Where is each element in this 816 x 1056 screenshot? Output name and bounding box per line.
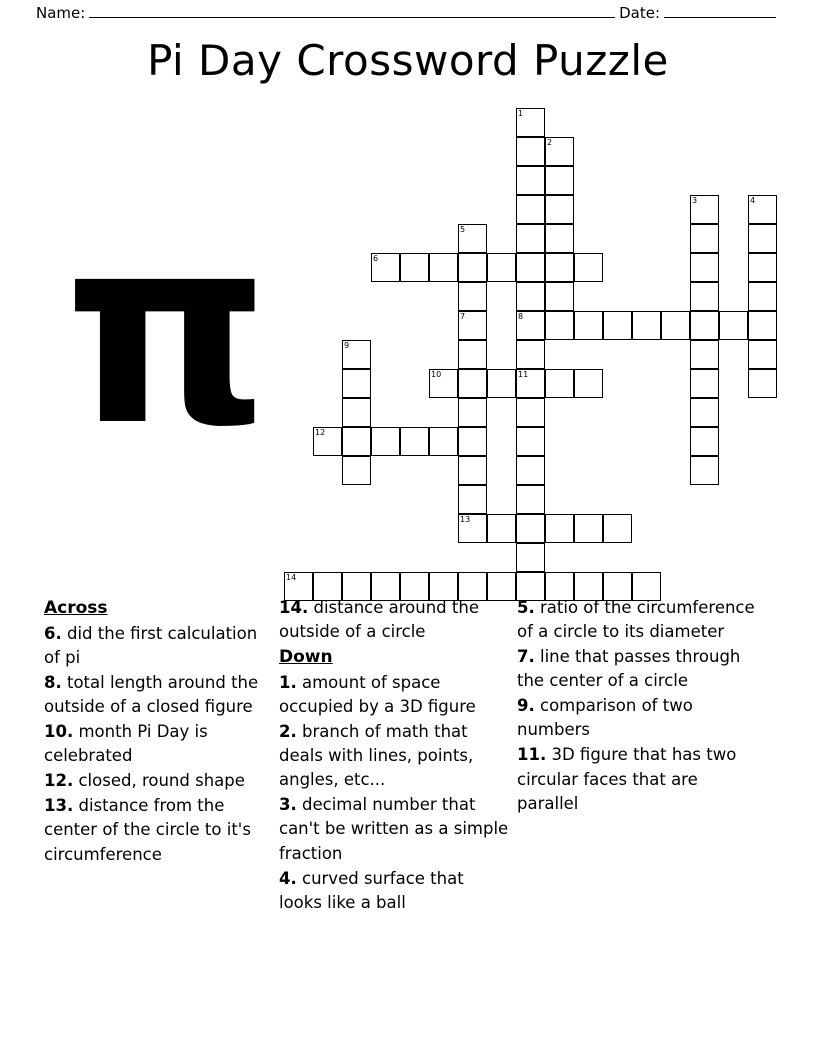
crossword-cell[interactable]	[748, 195, 777, 224]
crossword-cell[interactable]	[313, 427, 342, 456]
clue-column-1	[44, 596, 279, 916]
cell-number: 1	[518, 109, 524, 118]
cell-number: 2	[547, 138, 553, 147]
crossword-cell[interactable]	[574, 369, 603, 398]
crossword-cell[interactable]	[342, 456, 371, 485]
crossword-cell[interactable]	[748, 282, 777, 311]
crossword-cell[interactable]	[574, 514, 603, 543]
cell-number: 11	[518, 370, 529, 379]
crossword-cell[interactable]	[516, 514, 545, 543]
crossword-cell[interactable]	[516, 253, 545, 282]
clue-number: 4.	[279, 868, 297, 888]
across-heading: Across	[44, 598, 108, 618]
clue-down-5	[517, 596, 759, 644]
crossword-cell[interactable]	[545, 195, 574, 224]
clue-list	[44, 596, 780, 916]
crossword-cell[interactable]	[545, 311, 574, 340]
crossword-cell[interactable]	[690, 398, 719, 427]
crossword-cell[interactable]	[516, 485, 545, 514]
clue-text: curved surface that looks like a ball	[279, 868, 464, 912]
cell-number: 3	[692, 196, 698, 205]
crossword-cell[interactable]	[516, 282, 545, 311]
crossword-cell[interactable]	[371, 427, 400, 456]
clue-number: 2.	[279, 722, 297, 742]
crossword-cell[interactable]	[458, 340, 487, 369]
clue-across-12	[44, 769, 271, 793]
crossword-cell[interactable]	[574, 311, 603, 340]
crossword-cell[interactable]	[748, 369, 777, 398]
crossword-cell[interactable]	[690, 340, 719, 369]
cell-number: 6	[373, 254, 379, 263]
date-blank-line[interactable]	[664, 4, 776, 18]
clue-across-8	[44, 671, 271, 719]
crossword-cell[interactable]	[516, 456, 545, 485]
crossword-cell[interactable]	[545, 137, 574, 166]
crossword-cell[interactable]	[342, 398, 371, 427]
clue-number: 11.	[517, 745, 547, 765]
crossword-cell[interactable]	[516, 427, 545, 456]
crossword-cell[interactable]	[545, 514, 574, 543]
clue-text: 3D figure that has two circular faces that are parallel	[517, 745, 737, 813]
crossword-cell[interactable]	[458, 224, 487, 253]
clue-number: 6.	[44, 623, 62, 643]
crossword-cell[interactable]	[516, 195, 545, 224]
crossword-cell[interactable]	[748, 311, 777, 340]
crossword-cell[interactable]	[748, 340, 777, 369]
cell-number: 14	[286, 573, 297, 582]
crossword-cell[interactable]	[516, 340, 545, 369]
clue-number: 5.	[517, 598, 535, 617]
clue-column-3	[517, 596, 767, 916]
clue-number: 8.	[44, 672, 62, 692]
date-label: Date:	[619, 4, 660, 22]
clue-text: distance around the outside of a circle	[279, 598, 479, 642]
crossword-cell[interactable]	[603, 311, 632, 340]
crossword-cell[interactable]	[342, 340, 371, 369]
crossword-cell[interactable]	[661, 311, 690, 340]
crossword-cell[interactable]	[458, 282, 487, 311]
crossword-cell[interactable]	[458, 398, 487, 427]
cell-number: 13	[460, 515, 471, 524]
clue-text: ratio of the circumference of a circle to its diameter	[517, 598, 755, 642]
clue-text: total length around the outside of a closed figure	[44, 672, 259, 717]
crossword-cell[interactable]	[690, 369, 719, 398]
crossword-cell[interactable]	[545, 166, 574, 195]
cell-number: 9	[344, 341, 350, 350]
cell-number: 10	[431, 370, 442, 379]
crossword-cell[interactable]	[458, 427, 487, 456]
clue-text: did the first calculation of pi	[44, 623, 258, 667]
crossword-cell[interactable]	[487, 369, 516, 398]
crossword-cell[interactable]	[632, 311, 661, 340]
crossword-cell[interactable]	[429, 253, 458, 282]
clue-text: decimal number that can't be written as a simple fraction	[279, 795, 509, 863]
crossword-cell[interactable]	[516, 166, 545, 195]
crossword-cell[interactable]	[429, 369, 458, 398]
clue-down-7	[517, 645, 759, 693]
crossword-cell[interactable]	[574, 253, 603, 282]
crossword-cell[interactable]	[516, 543, 545, 572]
clue-number: 9.	[517, 696, 535, 716]
crossword-cell[interactable]	[603, 514, 632, 543]
clue-down-1	[279, 671, 509, 719]
crossword-cell[interactable]	[458, 369, 487, 398]
crossword-cell[interactable]	[545, 369, 574, 398]
clue-text: amount of space occupied by a 3D figure	[279, 672, 476, 717]
clue-number: 7.	[517, 647, 535, 667]
clue-text: month Pi Day is celebrated	[44, 722, 208, 766]
crossword-cell[interactable]	[516, 137, 545, 166]
cell-number: 7	[460, 312, 466, 321]
crossword-cell[interactable]	[748, 224, 777, 253]
page-title: Pi Day Crossword Puzzle	[147, 36, 669, 85]
clue-text: closed, round shape	[73, 771, 245, 791]
crossword-cell[interactable]	[400, 253, 429, 282]
cell-number: 8	[518, 312, 524, 321]
down-heading: Down	[279, 647, 333, 668]
crossword-cell[interactable]	[342, 427, 371, 456]
clue-down-9	[517, 694, 759, 742]
crossword-cell[interactable]	[516, 311, 545, 340]
crossword-cell[interactable]	[458, 253, 487, 282]
crossword-cell[interactable]	[690, 282, 719, 311]
clue-text: comparison of two numbers	[517, 696, 693, 740]
crossword-cell[interactable]	[487, 253, 516, 282]
clue-number: 13.	[44, 796, 74, 816]
crossword-cell[interactable]	[342, 369, 371, 398]
crossword-cell[interactable]	[719, 311, 748, 340]
clue-down-11	[517, 743, 759, 815]
clue-text: line that passes through the center of a circle	[517, 647, 741, 691]
clue-text: branch of math that deals with lines, points, angles, etc...	[279, 722, 474, 790]
cell-number: 4	[750, 196, 756, 205]
crossword-cell[interactable]	[690, 311, 719, 340]
crossword-cell[interactable]	[458, 485, 487, 514]
crossword-cell[interactable]	[516, 398, 545, 427]
crossword-cell[interactable]	[516, 369, 545, 398]
crossword-cell[interactable]	[545, 253, 574, 282]
name-blank-line[interactable]	[89, 4, 615, 18]
name-label: Name:	[36, 4, 86, 22]
clue-number: 10.	[44, 722, 74, 742]
clue-across-6	[44, 622, 271, 670]
crossword-cell[interactable]	[371, 253, 400, 282]
crossword-cell[interactable]	[458, 311, 487, 340]
crossword-cell[interactable]	[487, 514, 516, 543]
crossword-cell[interactable]	[400, 427, 429, 456]
crossword-cell[interactable]	[429, 427, 458, 456]
crossword-cell[interactable]	[545, 282, 574, 311]
crossword-cell[interactable]	[748, 253, 777, 282]
crossword-cell[interactable]	[458, 456, 487, 485]
clue-number: 14.	[279, 598, 309, 617]
crossword-cell[interactable]	[516, 108, 545, 137]
crossword-grid[interactable]	[284, 108, 774, 588]
cell-number: 5	[460, 225, 466, 234]
clue-text: distance from the center of the circle to it's circumference	[44, 796, 251, 864]
crossword-cell[interactable]	[545, 224, 574, 253]
clue-down-4	[279, 867, 509, 915]
crossword-cell[interactable]	[690, 253, 719, 282]
crossword-cell[interactable]	[690, 224, 719, 253]
cell-number: 12	[315, 428, 326, 437]
crossword-cell[interactable]	[690, 427, 719, 456]
clue-across-10	[44, 720, 271, 768]
clue-down-2	[279, 720, 509, 792]
clue-across-13	[44, 794, 271, 866]
student-info-row	[36, 4, 780, 22]
crossword-cell[interactable]	[690, 195, 719, 224]
crossword-cell[interactable]	[458, 514, 487, 543]
clue-number: 3.	[279, 795, 297, 815]
crossword-cell[interactable]	[516, 224, 545, 253]
clue-number: 1.	[279, 672, 297, 692]
pi-symbol-icon: π	[64, 181, 270, 483]
clue-number: 12.	[44, 771, 74, 791]
clue-down-3	[279, 793, 509, 865]
clue-column-2	[279, 596, 517, 916]
clue-across-14	[279, 596, 509, 644]
crossword-cell[interactable]	[690, 456, 719, 485]
